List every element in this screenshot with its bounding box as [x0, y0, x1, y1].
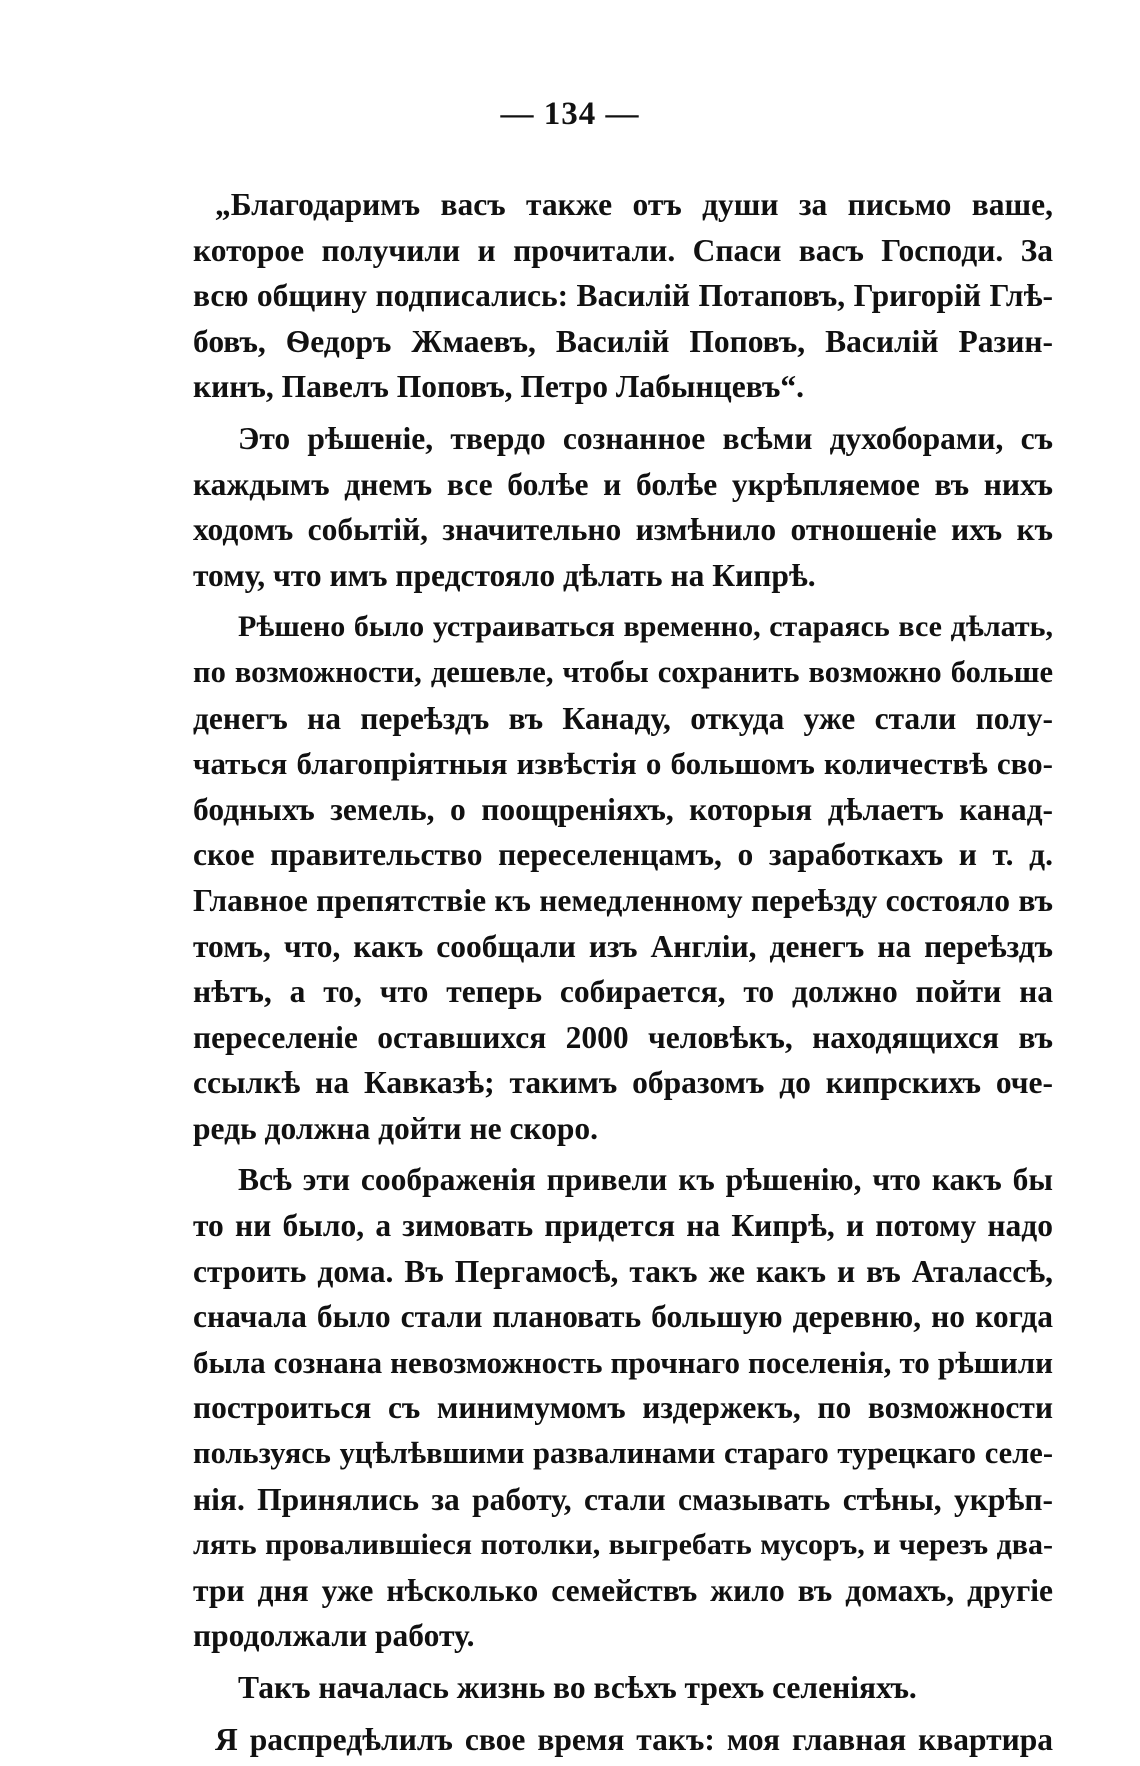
text-line: редь должна дойти не скоро. — [193, 1110, 599, 1146]
text-line: переселеніе оставшихся 2000 человѣкъ, находящихся въ — [193, 1019, 1053, 1055]
text-line: Рѣшено было устраиваться временно, стараясь все дѣлать, — [238, 610, 1053, 644]
text-line: сначала было стали плановать большую деревню, но когда — [193, 1299, 1053, 1335]
text-line: Я распредѣлилъ свое время такъ: моя главная квартира — [215, 1721, 1053, 1757]
text-line: „Благодаримъ васъ также отъ души за письмо ваше, — [215, 187, 1053, 222]
text-line: денегъ на переѣздъ въ Канаду, откуда уже стали полу- — [193, 700, 1053, 736]
text-line: Такъ началась жизнь во всѣхъ трехъ селеніяхъ. — [238, 1670, 917, 1705]
text-line: была сознана невозможность прочнаго поселенія, то рѣшили — [193, 1344, 1053, 1380]
text-line: томъ, что, какъ сообщали изъ Англіи, денегъ на переѣздъ — [193, 928, 1053, 964]
text-line: нѣтъ, а то, что теперь собирается, то должно пойти на — [193, 974, 1053, 1010]
text-line: Всѣ эти соображенія привели къ рѣшенію, что какъ бы — [238, 1162, 1053, 1198]
text-line: построиться съ минимумомъ издержекъ, по возможности — [193, 1390, 1053, 1426]
text-line: ское правительство переселенцамъ, о заработкахъ и т. д. — [193, 837, 1053, 873]
text-line: бодныхъ земель, о поощреніяхъ, которыя дѣлаетъ канад- — [193, 791, 1053, 827]
text-line: каждымъ днемъ все болѣе и болѣе укрѣпляемое въ нихъ — [193, 466, 1053, 502]
text-line: тому, что имъ предстояло дѣлать на Кипрѣ. — [193, 557, 816, 593]
text-line: строить дома. Въ Пергамосѣ, такъ же какъ и въ Аталассѣ, — [193, 1253, 1053, 1289]
text-line: кинъ, Павелъ Поповъ, Петро Лабынцевъ“. — [193, 369, 804, 405]
text-line: чаться благопріятныя извѣстія о большомъ количествѣ сво- — [193, 746, 1053, 782]
text-line: продолжали работу. — [193, 1618, 475, 1654]
text-line: которое получили и прочитали. Спаси васъ Господи. За — [193, 232, 1053, 268]
text-line: ссылкѣ на Кавказѣ; такимъ образомъ до кипрскихъ оче- — [193, 1065, 1053, 1101]
text-line: по возможности, дешевле, чтобы сохранить возможно больше — [193, 654, 1053, 689]
text-line: всю общину подписались: Василій Потаповъ, Григорій Глѣ- — [193, 278, 1053, 314]
text-line: три дня уже нѣсколько семействъ жило въ домахъ, другіе — [193, 1572, 1053, 1608]
text-line: ходомъ событій, значительно измѣнило отношеніе ихъ къ — [193, 512, 1053, 548]
text-line: Главное препятствіе къ немедленному переѣзду состояло въ — [193, 882, 1053, 918]
page-number: — 134 — — [500, 96, 640, 132]
text-line: нія. Принялись за работу, стали смазывать стѣны, укрѣп- — [193, 1481, 1053, 1517]
text-line: лять провалившіеся потолки, выгребать мусоръ, и черезъ два- — [193, 1528, 1053, 1562]
body-text — [193, 182, 1053, 1762]
text-line: Это рѣшеніе, твердо сознанное всѣми духоборами, съ — [238, 420, 1053, 456]
text-line: то ни было, а зимовать придется на Кипрѣ, и потому надо — [193, 1208, 1053, 1244]
text-line: бовъ, Ѳедоръ Жмаевъ, Василій Поповъ, Василій Разин- — [193, 323, 1053, 359]
text-line: пользуясь уцѣлѣвшими развалинами стараго турецкаго селе- — [193, 1436, 1053, 1471]
